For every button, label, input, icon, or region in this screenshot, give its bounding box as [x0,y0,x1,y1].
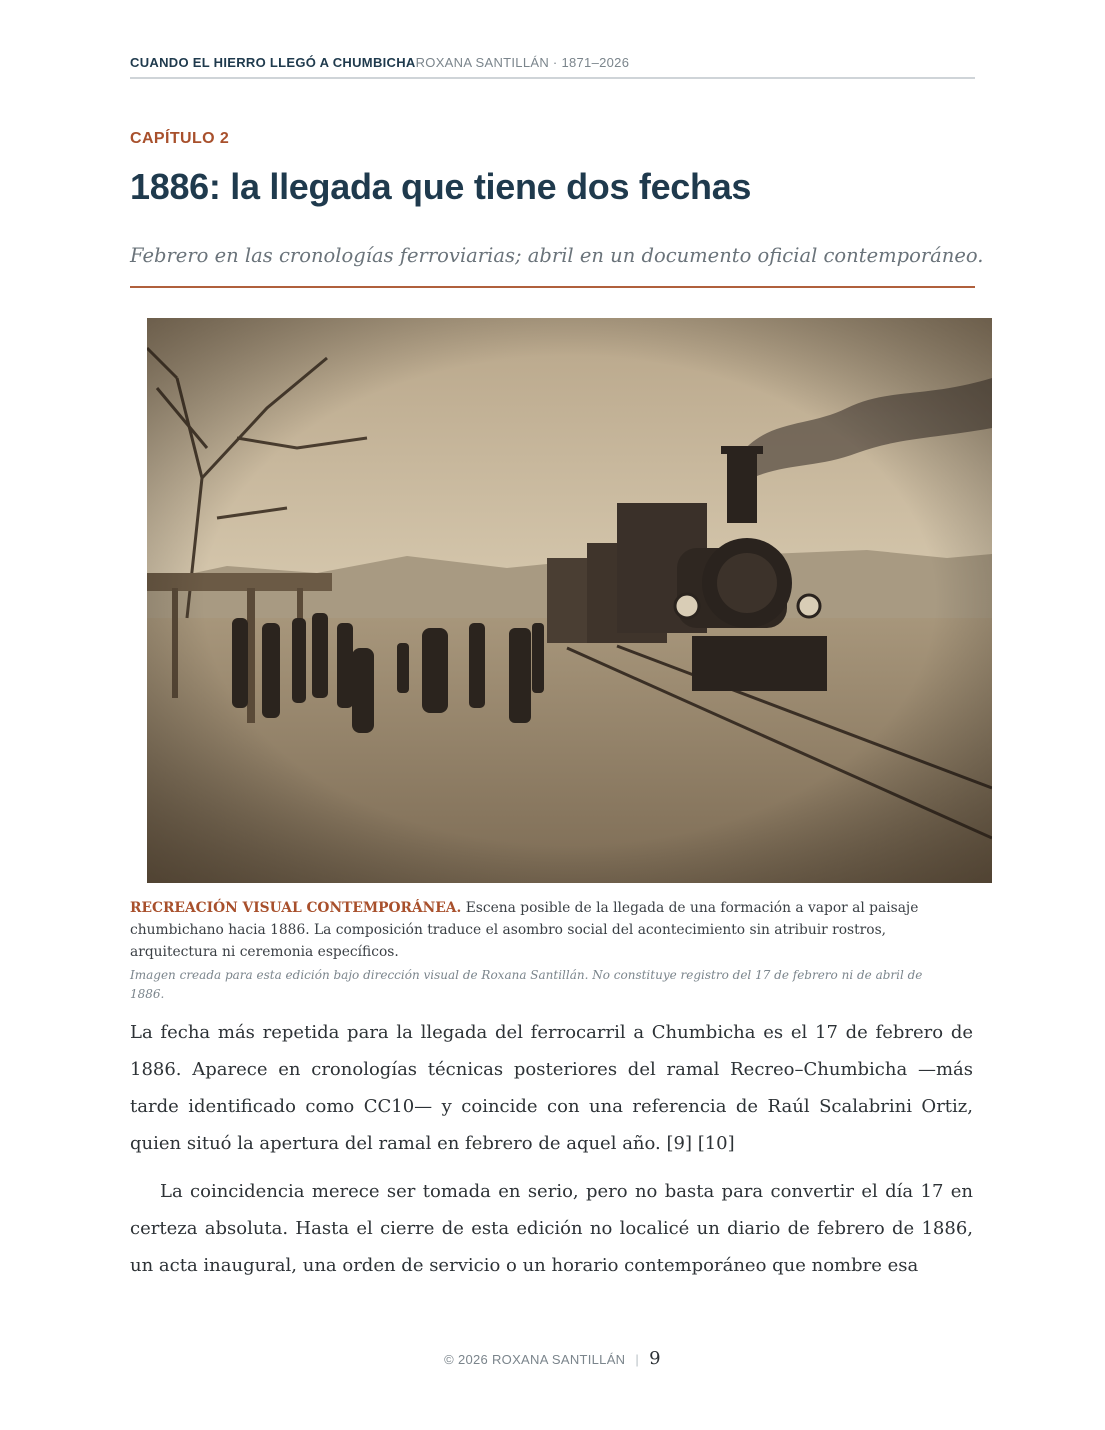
footer-copyright: © 2026 ROXANA SANTILLÁN [444,1352,626,1367]
running-head-book-title: CUANDO EL HIERRO LLEGÓ A CHUMBICHA [130,55,416,70]
chapter-subtitle: Febrero en las cronologías ferroviarias; abril en un documento oficial contemporáneo. [130,244,975,288]
chapter-label: CAPÍTULO 2 [130,130,230,147]
running-head-author-dates: ROXANA SANTILLÁN · 1871–2026 [415,55,630,70]
footer-separator: | [635,1352,640,1367]
running-head [130,55,975,79]
caption-lead: RECREACIÓN VISUAL CONTEMPORÁNEA. [130,900,462,916]
train-arrival-illustration [147,318,992,883]
page-number: 9 [649,1348,661,1369]
page-footer [0,1348,1105,1369]
chapter-title: 1886: la llegada que tiene dos fechas [130,166,752,207]
body-paragraph-1: La fecha más repetida para la llegada del ferrocarril a Chumbicha es el 17 de febrero de 1886. Aparece en cronologías técnicas posteriores del ramal Recreo–Chumbicha —más tarde identificado como CC10— y coincide con una referencia de Raúl Scalabrini Ortiz, quien situó la apertura del ramal en febrero de aquel año. [9] [10] [130,1022,973,1154]
body-paragraph-2: La coincidencia merece ser tomada en serio, pero no basta para convertir el día 17 en certeza absoluta. Hasta el cierre de esta edición no localicé un diario de febrero de 1886, un acta inaugural, una orden de servicio o un horario contemporáneo que nombre esa [130,1181,973,1276]
caption-text: Escena posible de la llegada de una formación a vapor al paisaje chumbichano hacia 1886. La composición traduce el asombro social del acontecimiento sin atribuir rostros, arquitectura ni ceremonia específicos. [130,900,919,960]
sepia-train-photo [147,318,992,883]
figure-caption [130,897,950,963]
figure-note: Imagen creada para esta edición bajo dirección visual de Roxana Santillán. No constituye registro del 17 de febrero ni de abril de 1886. [130,968,923,1001]
